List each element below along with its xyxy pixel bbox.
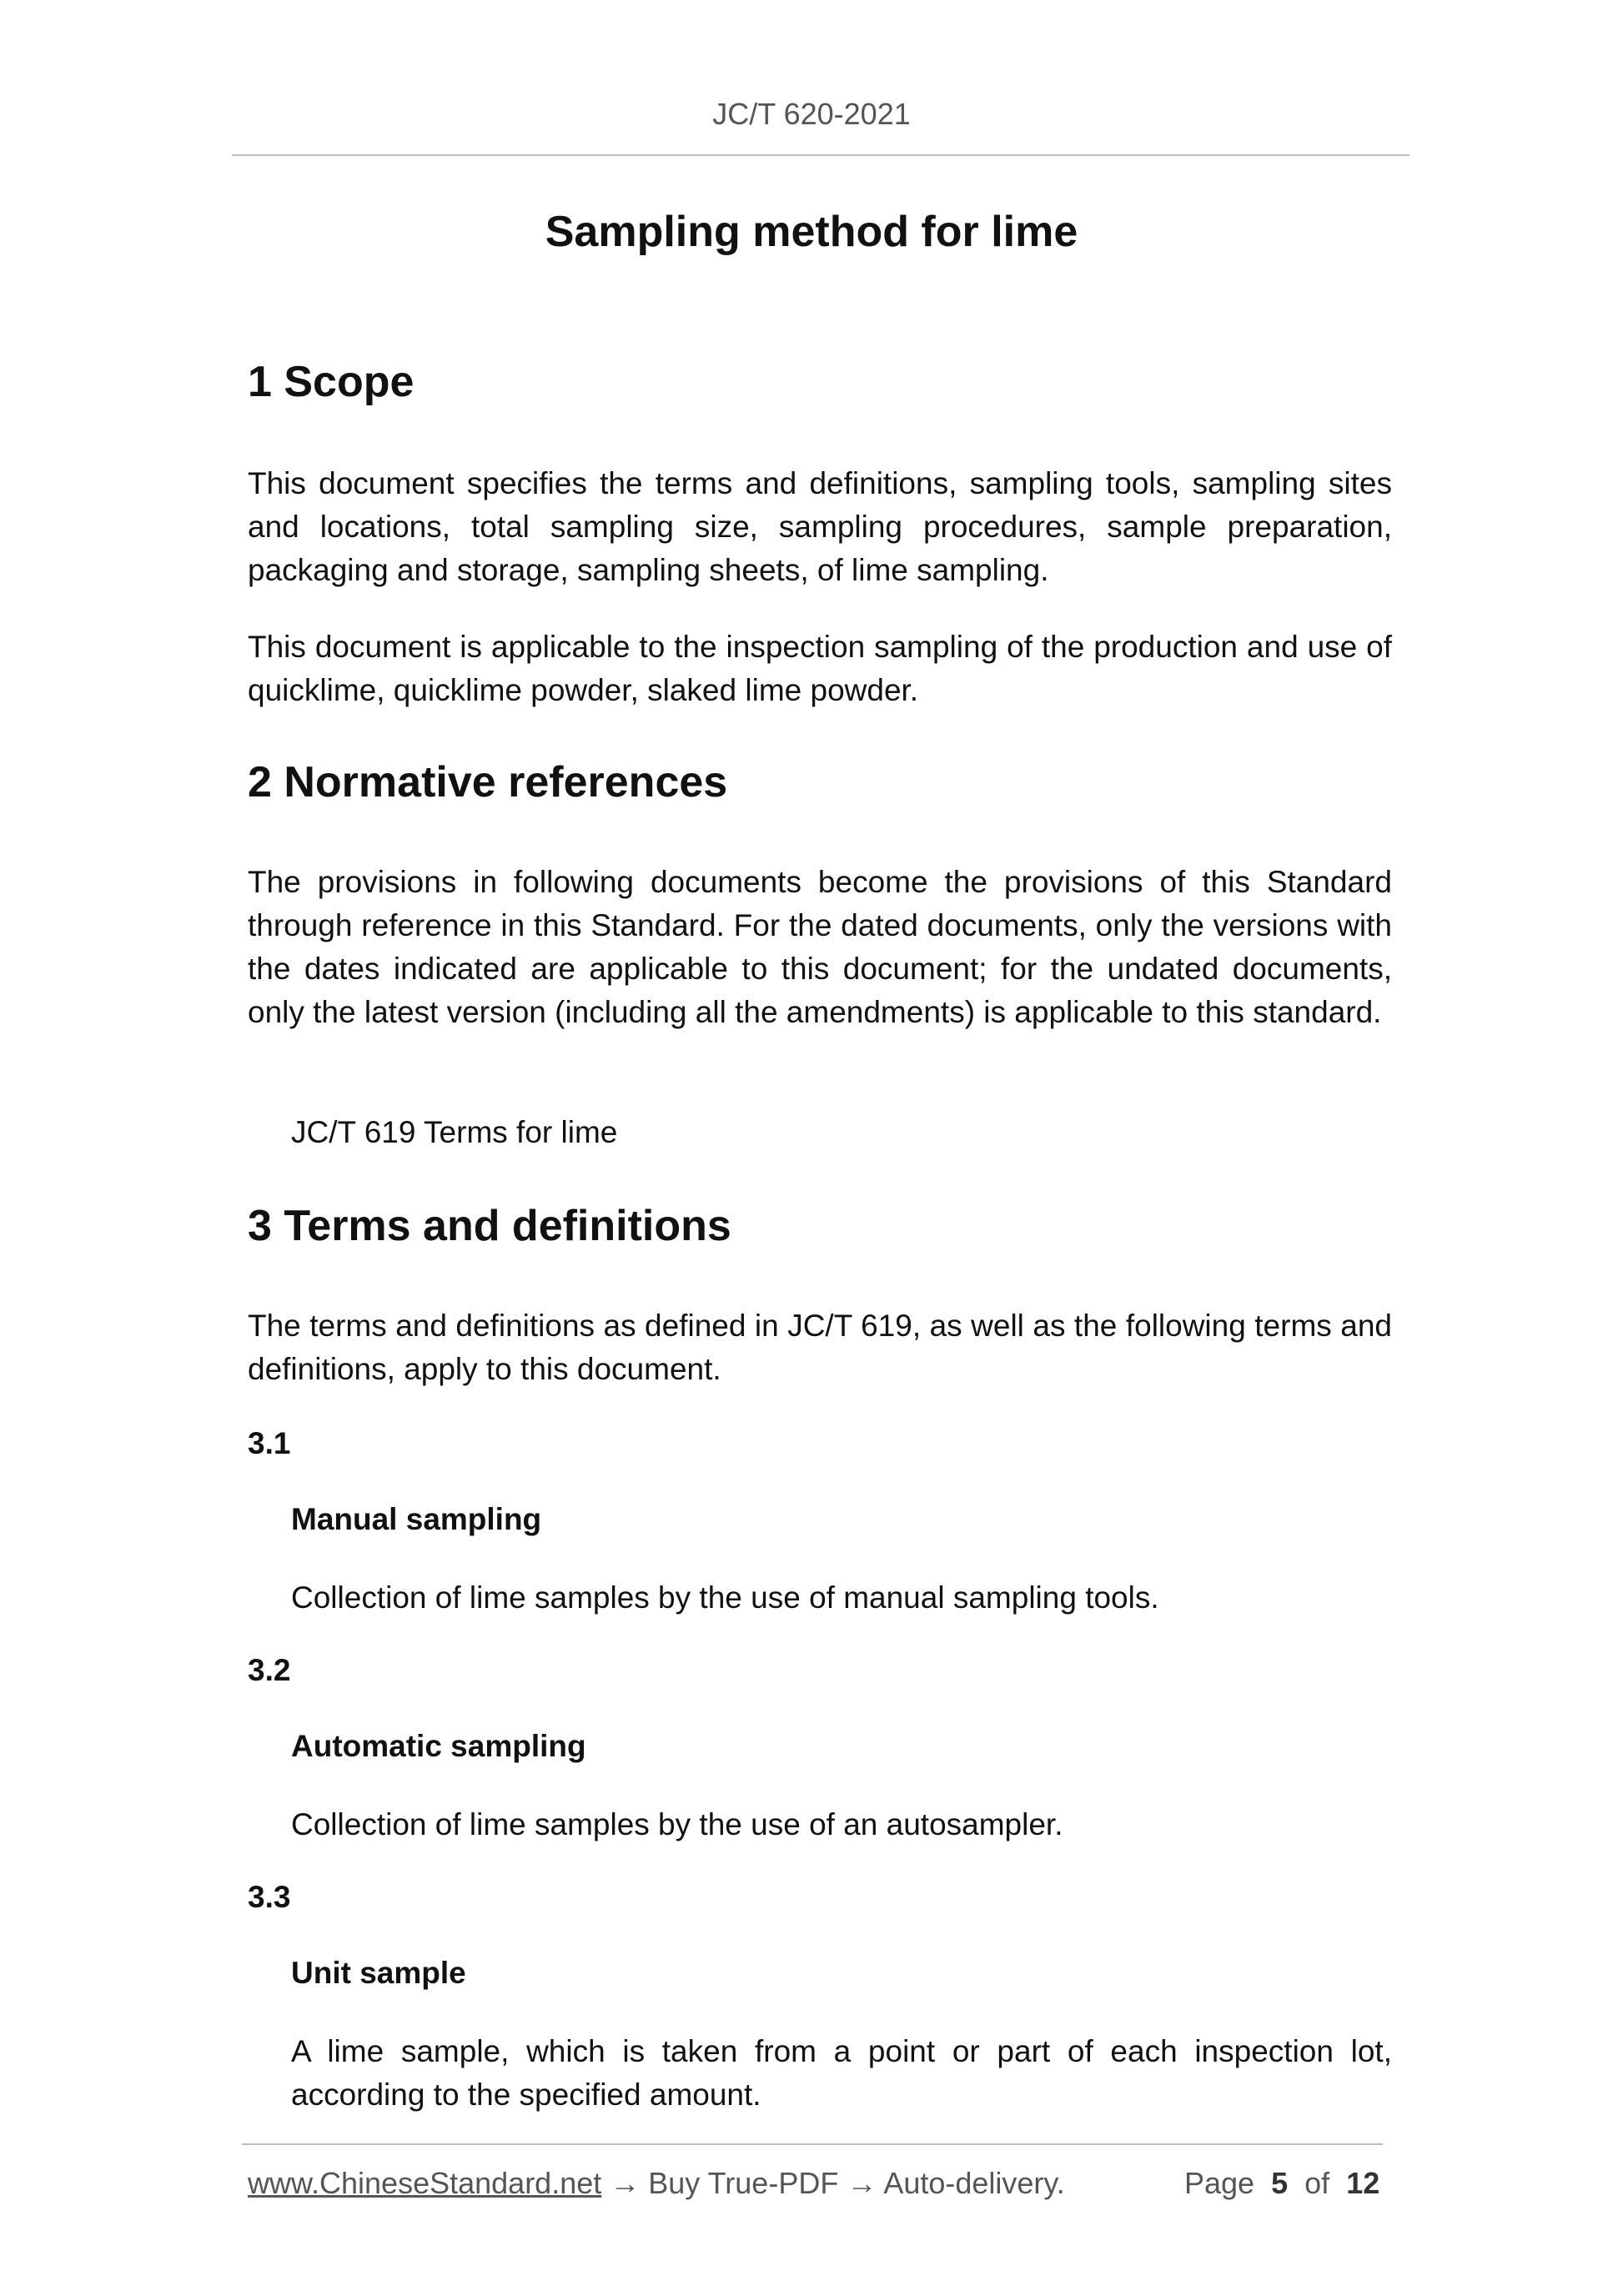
footer-promo-text: → Buy True-PDF → Auto-delivery. (601, 2166, 1065, 2200)
term-heading: Manual sampling (291, 1502, 542, 1536)
section-heading-normative-references: 2 Normative references (248, 758, 728, 806)
document-title: Sampling method for lime (545, 208, 1078, 256)
normative-paragraph: The provisions in following documents become the provisions of this Standard through reference in this Standard. For the dated documents, only the versions with the dates indicated are applicable to this document; for the undated documents, only the latest version (including all the amendments) is applicable to this standard. (248, 865, 1392, 1029)
term-heading: Automatic sampling (291, 1729, 586, 1763)
footer-promo (248, 2166, 1065, 2201)
section-heading-scope: 1 Scope (248, 358, 415, 406)
page-indicator (1184, 2166, 1379, 2201)
terms-intro-paragraph: The terms and definitions as defined in JC/T 619, as well as the following terms and definitions, apply to this document. (248, 1309, 1392, 1386)
term-heading: Unit sample (291, 1956, 466, 1990)
normative-reference-item: JC/T 619 Terms for lime (291, 1115, 618, 1149)
clause-number: 3.2 (248, 1653, 291, 1687)
page-label: Page (1184, 2166, 1255, 2200)
page-current: 5 (1271, 2166, 1289, 2200)
scope-paragraph-1: This document specifies the terms and definitions, sampling tools, sampling sites and locations, total sampling size, sampling procedures, sample preparation, packaging and storage, sampling sheets, of lime sampling. (248, 466, 1392, 587)
website-link[interactable]: www.ChineseStandard.net (248, 2166, 602, 2200)
header-divider (232, 154, 1409, 156)
footer-divider (242, 2143, 1383, 2145)
page-total: 12 (1346, 2166, 1380, 2200)
term-definition: Collection of lime samples by the use of an autosampler. (291, 1807, 1063, 1841)
term-definition: Collection of lime samples by the use of manual sampling tools. (291, 1580, 1159, 1615)
section-heading-terms-definitions: 3 Terms and definitions (248, 1202, 731, 1250)
clause-number: 3.3 (248, 1880, 291, 1914)
term-definition: A lime sample, which is taken from a point or part of each inspection lot, according to the specified amount. (291, 2034, 1392, 2112)
scope-paragraph-2: This document is applicable to the inspection sampling of the production and use of quicklime, quicklime powder, slaked lime powder. (248, 630, 1392, 707)
header-standard-code: JC/T 620-2021 (712, 97, 911, 131)
clause-number: 3.1 (248, 1426, 291, 1460)
of-label: of (1304, 2166, 1330, 2200)
